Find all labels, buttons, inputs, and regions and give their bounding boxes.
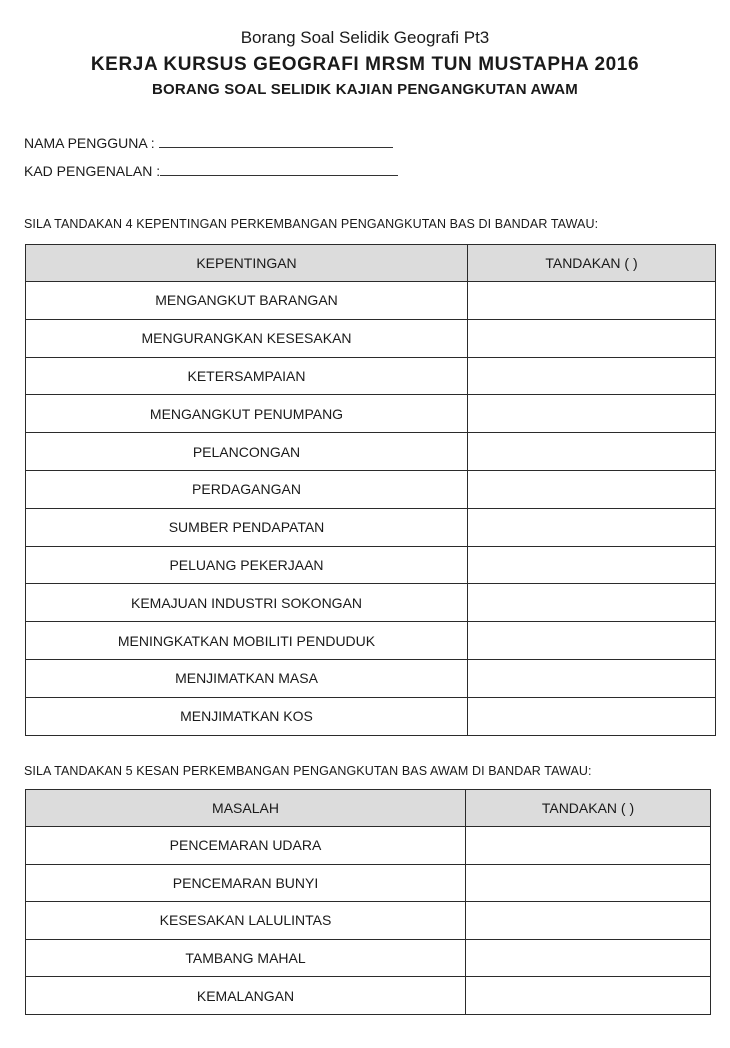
table-row <box>26 282 716 320</box>
mark-cell[interactable] <box>466 939 711 977</box>
document-subheading: BORANG SOAL SELIDIK KAJIAN PENGANGKUTAN AWAM <box>151 81 579 98</box>
mark-cell[interactable] <box>468 659 716 697</box>
column-header-importance: KEPENTINGAN <box>26 245 468 282</box>
row-label: MENJIMATKAN MASA <box>26 659 468 697</box>
table-header-row <box>26 245 716 282</box>
table-row <box>26 939 711 977</box>
row-label: PENCEMARAN BUNYI <box>26 864 466 902</box>
mark-cell[interactable] <box>468 546 716 584</box>
table-row <box>26 977 711 1015</box>
id-field-label: KAD PENGENALAN : <box>24 163 161 179</box>
row-label: MENINGKATKAN MOBILITI PENDUDUK <box>26 622 468 660</box>
table-header-row <box>26 790 711 827</box>
mark-cell[interactable] <box>468 282 716 320</box>
row-label: MENGANGKUT PENUMPANG <box>26 395 468 433</box>
row-label: KESESAKAN LALULINTAS <box>26 902 466 940</box>
name-field-blank[interactable] <box>159 133 393 148</box>
mark-cell[interactable] <box>468 433 716 471</box>
table-row <box>26 470 716 508</box>
importance-table <box>25 244 716 736</box>
table-row <box>26 697 716 735</box>
problem-table <box>25 789 711 1015</box>
row-label: KETERSAMPAIAN <box>26 357 468 395</box>
table-row <box>26 546 716 584</box>
row-label: PENCEMARAN UDARA <box>26 827 466 865</box>
mark-cell[interactable] <box>466 864 711 902</box>
section2-instruction: SILA TANDAKAN 5 KESAN PERKEMBANGAN PENGANGKUTAN BAS AWAM DI BANDAR TAWAU: <box>24 764 592 778</box>
mark-cell[interactable] <box>468 319 716 357</box>
row-label: KEMAJUAN INDUSTRI SOKONGAN <box>26 584 468 622</box>
table-row <box>26 827 711 865</box>
table-row <box>26 584 716 622</box>
id-field <box>24 161 398 179</box>
id-field-blank[interactable] <box>160 161 398 176</box>
row-label: MENGURANGKAN KESESAKAN <box>26 319 468 357</box>
mark-cell[interactable] <box>468 357 716 395</box>
table-row <box>26 508 716 546</box>
mark-cell[interactable] <box>468 622 716 660</box>
mark-cell[interactable] <box>466 827 711 865</box>
mark-cell[interactable] <box>468 508 716 546</box>
mark-cell[interactable] <box>468 697 716 735</box>
table-row <box>26 357 716 395</box>
row-label: KEMALANGAN <box>26 977 466 1015</box>
table-row <box>26 395 716 433</box>
name-field <box>24 133 393 151</box>
row-label: TAMBANG MAHAL <box>26 939 466 977</box>
table-row <box>26 622 716 660</box>
table-row <box>26 864 711 902</box>
table-row <box>26 902 711 940</box>
column-header-problem: MASALAH <box>26 790 466 827</box>
document-heading: KERJA KURSUS GEOGRAFI MRSM TUN MUSTAPHA 2016 <box>90 54 640 75</box>
table-row <box>26 319 716 357</box>
document-title: Borang Soal Selidik Geografi Pt3 <box>240 28 490 47</box>
row-label: SUMBER PENDAPATAN <box>26 508 468 546</box>
row-label: MENGANGKUT BARANGAN <box>26 282 468 320</box>
row-label: PELUANG PEKERJAAN <box>26 546 468 584</box>
name-field-label: NAMA PENGGUNA : <box>24 135 155 151</box>
mark-cell[interactable] <box>468 470 716 508</box>
mark-cell[interactable] <box>468 395 716 433</box>
row-label: PERDAGANGAN <box>26 470 468 508</box>
row-label: PELANCONGAN <box>26 433 468 471</box>
column-header-mark: TANDAKAN ( ) <box>468 245 716 282</box>
table-row <box>26 659 716 697</box>
mark-cell[interactable] <box>466 977 711 1015</box>
mark-cell[interactable] <box>466 902 711 940</box>
row-label: MENJIMATKAN KOS <box>26 697 468 735</box>
section1-instruction: SILA TANDAKAN 4 KEPENTINGAN PERKEMBANGAN PENGANGKUTAN BAS DI BANDAR TAWAU: <box>24 217 599 231</box>
table-row <box>26 433 716 471</box>
mark-cell[interactable] <box>468 584 716 622</box>
column-header-mark: TANDAKAN ( ) <box>466 790 711 827</box>
